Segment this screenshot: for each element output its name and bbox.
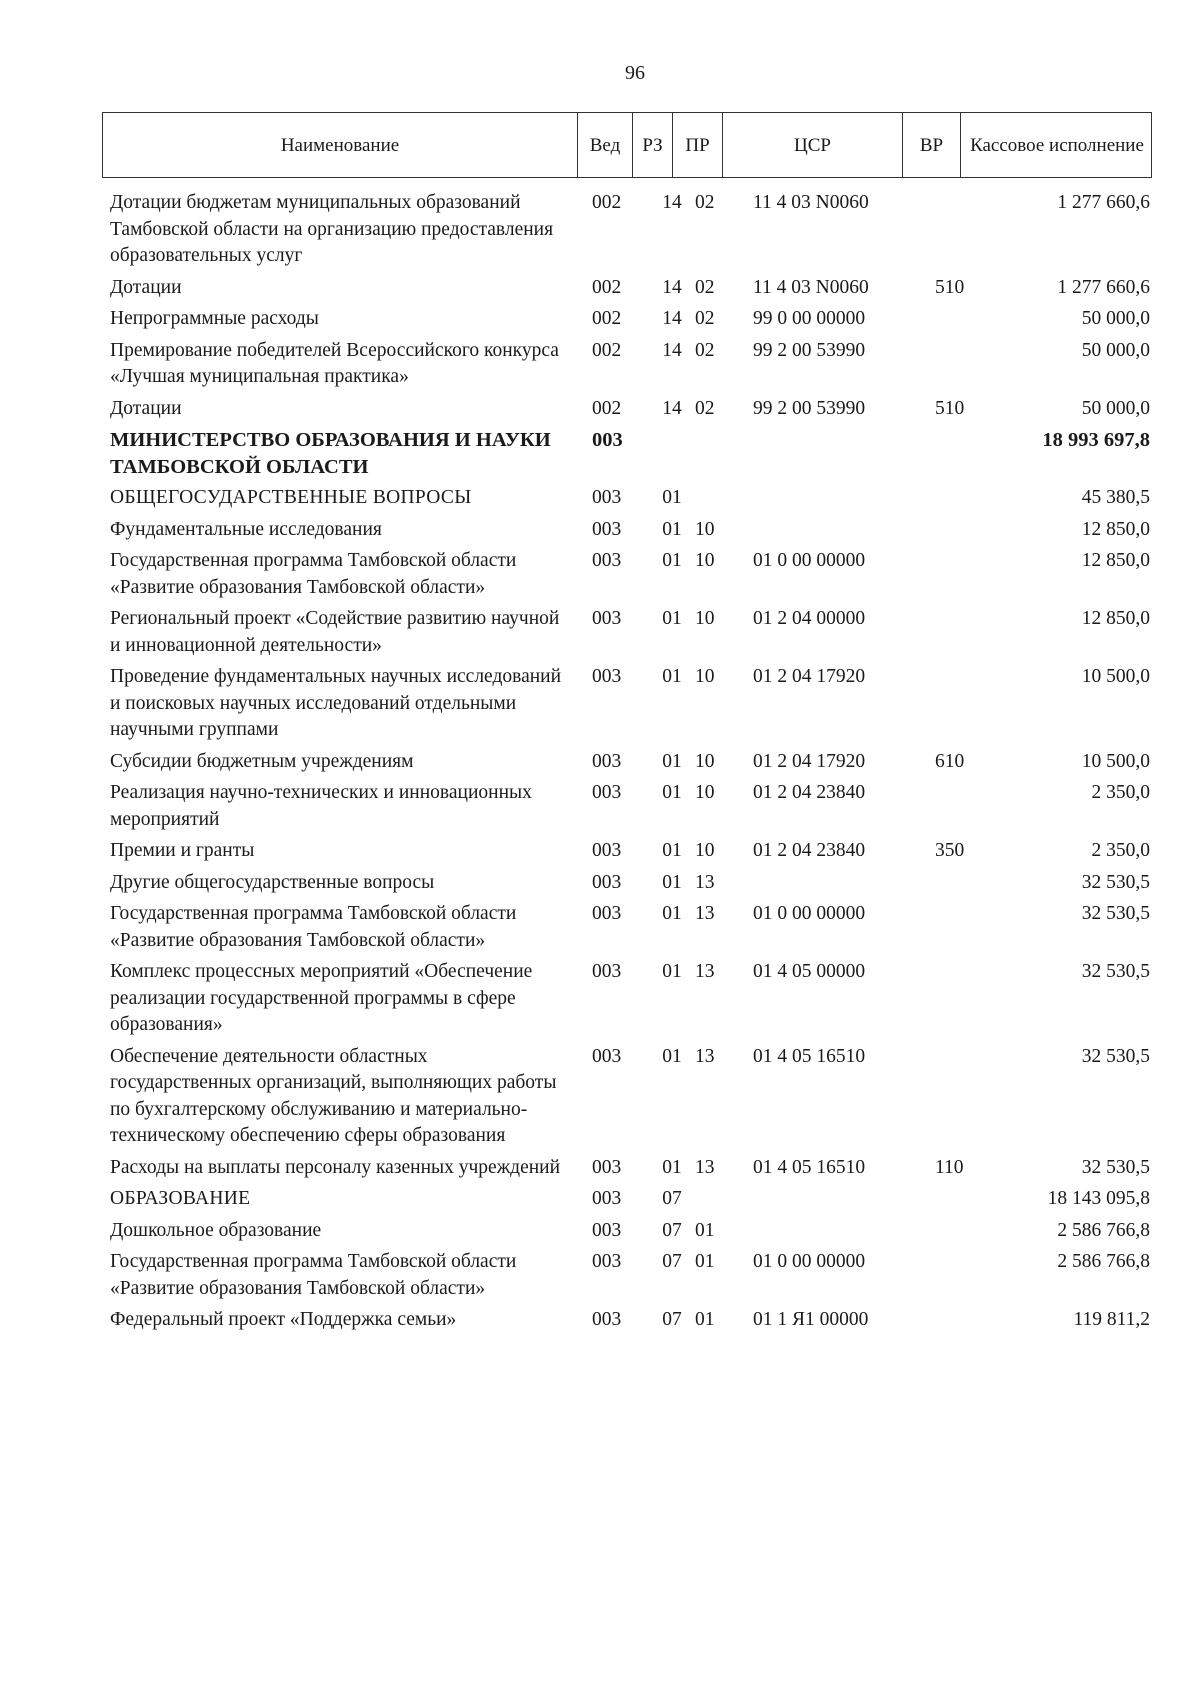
cell-pr: 10 bbox=[695, 782, 715, 803]
header-pr: ПР bbox=[673, 113, 723, 177]
cell-pr: 10 bbox=[695, 608, 715, 629]
cell-ved: 003 bbox=[592, 750, 622, 772]
table-row bbox=[110, 517, 1152, 544]
cell-ved: 003 bbox=[592, 1219, 622, 1241]
cell-vr bbox=[927, 338, 987, 391]
cell-sum: 50 000,0 bbox=[1081, 308, 1150, 329]
cell-vr bbox=[927, 664, 987, 744]
cell-rz: 01 bbox=[662, 961, 682, 982]
cell-pr: 02 bbox=[695, 397, 715, 419]
cell-vr bbox=[927, 780, 987, 833]
cell-sum: 50 000,0 bbox=[1081, 339, 1150, 361]
cell-vr bbox=[927, 901, 987, 954]
cell-rz: 07 bbox=[662, 1219, 682, 1241]
cell-sum: 32 530,5 bbox=[1081, 871, 1150, 893]
table-row bbox=[110, 338, 1152, 391]
cell-csr: 99 0 00 00000 bbox=[753, 308, 866, 329]
cell-sum: 12 850,0 bbox=[1081, 518, 1150, 540]
cell-ved: 003 bbox=[592, 871, 622, 893]
table-row bbox=[110, 306, 1152, 333]
cell-vr: 610 bbox=[935, 750, 965, 772]
cell-pr: 13 bbox=[695, 903, 715, 924]
cell-csr: 01 0 00 00000 bbox=[753, 550, 866, 571]
cell-csr: 01 4 05 00000 bbox=[753, 961, 866, 982]
header-vr: ВР bbox=[903, 113, 961, 177]
cell-ved: 002 bbox=[592, 276, 622, 298]
cell-sum: 119 811,2 bbox=[1073, 1309, 1150, 1330]
page-number: 96 bbox=[625, 62, 645, 84]
cell-name: Расходы на выплаты персоналу казенных учреждений bbox=[110, 1156, 561, 1178]
cell-ved: 003 bbox=[592, 961, 622, 982]
cell-pr: 13 bbox=[695, 961, 715, 982]
cell-sum: 45 380,5 bbox=[1081, 487, 1150, 508]
cell-pr: 01 bbox=[695, 1251, 715, 1272]
table-row bbox=[110, 780, 1152, 833]
cell-csr: 01 2 04 00000 bbox=[753, 608, 866, 629]
cell-pr: 02 bbox=[695, 308, 715, 329]
cell-ved: 003 bbox=[592, 429, 623, 451]
cell-ved: 003 bbox=[592, 487, 622, 508]
table-row bbox=[110, 901, 1152, 954]
cell-csr: 01 0 00 00000 bbox=[753, 1251, 866, 1272]
cell-csr: 11 4 03 N0060 bbox=[753, 276, 869, 298]
cell-vr bbox=[927, 1218, 987, 1245]
cell-csr: 01 1 Я1 00000 bbox=[753, 1309, 869, 1330]
cell-rz: 01 bbox=[662, 750, 682, 772]
cell-ved: 003 bbox=[592, 1156, 622, 1178]
table-row bbox=[110, 1218, 1152, 1245]
cell-vr bbox=[927, 427, 987, 480]
cell-ved: 003 bbox=[592, 1309, 622, 1330]
cell-name: Субсидии бюджетным учреждениям bbox=[110, 750, 414, 772]
cell-csr: 01 2 04 23840 bbox=[753, 840, 866, 861]
cell-pr: 10 bbox=[695, 518, 715, 540]
cell-sum: 2 350,0 bbox=[1091, 782, 1150, 803]
cell-rz: 01 bbox=[662, 840, 682, 861]
cell-pr: 02 bbox=[695, 339, 715, 361]
table-row bbox=[110, 1155, 1152, 1182]
cell-sum: 10 500,0 bbox=[1081, 666, 1150, 687]
cell-sum: 12 850,0 bbox=[1081, 550, 1150, 571]
cell-pr bbox=[687, 427, 735, 480]
cell-rz: 14 bbox=[662, 397, 682, 419]
cell-ved: 003 bbox=[592, 518, 622, 540]
header-name: Наименование bbox=[103, 113, 578, 177]
table-row bbox=[110, 548, 1152, 601]
cell-name: Непрограммные расходы bbox=[110, 308, 319, 329]
cell-ved: 002 bbox=[592, 308, 622, 329]
cell-vr bbox=[927, 1186, 987, 1213]
cell-sum: 1 277 660,6 bbox=[1057, 276, 1150, 298]
cell-csr bbox=[735, 870, 927, 897]
cell-ved: 003 bbox=[592, 903, 622, 924]
cell-name: Дотации bbox=[110, 397, 182, 419]
cell-name: Государственная программа Тамбовской области «Развитие образования Тамбовской области» bbox=[110, 903, 517, 951]
cell-pr: 02 bbox=[695, 192, 715, 213]
cell-ved: 002 bbox=[592, 192, 622, 213]
cell-ved: 003 bbox=[592, 1045, 622, 1067]
cell-rz: 14 bbox=[662, 192, 682, 213]
cell-csr: 01 2 04 17920 bbox=[753, 666, 866, 687]
cell-rz: 01 bbox=[662, 1156, 682, 1178]
table-row bbox=[110, 870, 1152, 897]
cell-sum: 2 586 766,8 bbox=[1057, 1219, 1150, 1241]
cell-vr bbox=[927, 548, 987, 601]
cell-vr bbox=[927, 190, 987, 270]
table-row bbox=[110, 1186, 1152, 1213]
cell-sum: 2 350,0 bbox=[1091, 840, 1150, 861]
cell-name: Реализация научно-технических и инновационных мероприятий bbox=[110, 782, 532, 830]
table-row bbox=[110, 664, 1152, 744]
cell-name: Государственная программа Тамбовской области «Развитие образования Тамбовской области» bbox=[110, 550, 517, 598]
table-body bbox=[110, 190, 1152, 1339]
cell-pr: 10 bbox=[695, 750, 715, 772]
table-header bbox=[102, 112, 1152, 178]
cell-rz: 01 bbox=[662, 550, 682, 571]
cell-pr bbox=[687, 1186, 735, 1213]
cell-name: Премирование победителей Всероссийского конкурса «Лучшая муниципальная практика» bbox=[110, 339, 559, 387]
cell-csr: 11 4 03 N0060 bbox=[753, 192, 869, 213]
cell-name: МИНИСТЕРСТВО ОБРАЗОВАНИЯ И НАУКИ ТАМБОВСКОЙ ОБЛАСТИ bbox=[110, 429, 551, 478]
cell-rz: 01 bbox=[662, 487, 682, 508]
cell-rz: 14 bbox=[662, 308, 682, 329]
cell-name: Дотации бюджетам муниципальных образований Тамбовской области на организацию предоставления образовательных услуг bbox=[110, 192, 554, 266]
cell-rz: 01 bbox=[662, 1045, 682, 1067]
cell-name: Федеральный проект «Поддержка семьи» bbox=[110, 1309, 457, 1330]
cell-pr: 10 bbox=[695, 550, 715, 571]
cell-csr: 99 2 00 53990 bbox=[753, 397, 866, 419]
cell-pr: 13 bbox=[695, 871, 715, 893]
cell-vr bbox=[927, 606, 987, 659]
table-row bbox=[110, 485, 1152, 512]
cell-sum: 32 530,5 bbox=[1081, 1045, 1150, 1067]
cell-csr bbox=[735, 1186, 927, 1213]
cell-rz: 01 bbox=[662, 518, 682, 540]
cell-ved: 003 bbox=[592, 608, 622, 629]
cell-pr: 13 bbox=[695, 1156, 715, 1178]
cell-sum: 10 500,0 bbox=[1081, 750, 1150, 772]
cell-name: Региональный проект «Содействие развитию научной и инновационной деятельности» bbox=[110, 608, 560, 656]
cell-vr: 510 bbox=[935, 397, 965, 419]
cell-vr: 110 bbox=[935, 1156, 964, 1178]
cell-vr bbox=[927, 306, 987, 333]
cell-name: Премии и гранты bbox=[110, 840, 255, 861]
table-row bbox=[110, 606, 1152, 659]
cell-csr: 01 2 04 23840 bbox=[753, 782, 866, 803]
cell-ved: 003 bbox=[592, 840, 622, 861]
cell-name: Государственная программа Тамбовской области «Развитие образования Тамбовской области» bbox=[110, 1251, 517, 1299]
cell-name: Другие общегосударственные вопросы bbox=[110, 871, 435, 893]
cell-name: Проведение фундаментальных научных исследований и поисковых научных исследований отдельными научными группами bbox=[110, 666, 562, 740]
cell-csr bbox=[735, 485, 927, 512]
cell-name: ОБЩЕГОСУДАРСТВЕННЫЕ ВОПРОСЫ bbox=[110, 487, 472, 508]
cell-ved: 003 bbox=[592, 782, 622, 803]
table-row bbox=[110, 190, 1152, 270]
table-row bbox=[110, 959, 1152, 1039]
cell-ved: 003 bbox=[592, 1188, 622, 1209]
cell-rz: 07 bbox=[662, 1309, 682, 1330]
cell-vr bbox=[927, 485, 987, 512]
cell-sum: 18 993 697,8 bbox=[1042, 429, 1150, 451]
cell-rz: 07 bbox=[662, 1188, 682, 1209]
header-rz: РЗ bbox=[633, 113, 673, 177]
cell-rz bbox=[647, 427, 687, 480]
header-csr: ЦСР bbox=[723, 113, 903, 177]
table-row bbox=[110, 1249, 1152, 1302]
cell-pr: 13 bbox=[695, 1045, 715, 1067]
cell-csr: 01 4 05 16510 bbox=[753, 1156, 866, 1178]
table-row bbox=[110, 396, 1152, 423]
cell-sum: 18 143 095,8 bbox=[1047, 1188, 1150, 1209]
cell-pr: 10 bbox=[695, 840, 715, 861]
cell-rz: 14 bbox=[662, 276, 682, 298]
table-row bbox=[110, 1307, 1152, 1334]
cell-ved: 002 bbox=[592, 339, 622, 361]
table-row bbox=[110, 749, 1152, 776]
table-row bbox=[110, 427, 1152, 480]
cell-pr: 02 bbox=[695, 276, 715, 298]
cell-rz: 01 bbox=[662, 903, 682, 924]
cell-rz: 01 bbox=[662, 608, 682, 629]
table-row bbox=[110, 838, 1152, 865]
cell-rz: 01 bbox=[662, 871, 682, 893]
table-row bbox=[110, 1044, 1152, 1150]
cell-vr bbox=[927, 870, 987, 897]
cell-csr: 01 0 00 00000 bbox=[753, 903, 866, 924]
cell-name: Комплекс процессных мероприятий «Обеспечение реализации государственной программы в сфере образования» bbox=[110, 961, 533, 1035]
cell-ved: 003 bbox=[592, 1251, 622, 1272]
cell-csr bbox=[735, 517, 927, 544]
cell-name: Дотации bbox=[110, 276, 182, 298]
cell-sum: 2 586 766,8 bbox=[1057, 1251, 1150, 1272]
cell-csr bbox=[735, 427, 927, 480]
cell-sum: 1 277 660,6 bbox=[1057, 192, 1150, 213]
cell-sum: 32 530,5 bbox=[1081, 1156, 1150, 1178]
cell-name: Обеспечение деятельности областных государственных организаций, выполняющих работы по бухгалтерскому обслуживанию и материально-техническому обеспечению сферы образования bbox=[110, 1045, 557, 1146]
cell-sum: 32 530,5 bbox=[1081, 961, 1150, 982]
cell-name: ОБРАЗОВАНИЕ bbox=[110, 1188, 251, 1209]
header-sum: Кассовое исполнение bbox=[970, 134, 1144, 156]
cell-vr: 510 bbox=[935, 276, 965, 298]
cell-vr bbox=[927, 959, 987, 1039]
cell-csr: 01 4 05 16510 bbox=[753, 1045, 866, 1067]
table-row bbox=[110, 275, 1152, 302]
cell-rz: 01 bbox=[662, 782, 682, 803]
cell-name: Фундаментальные исследования bbox=[110, 518, 382, 540]
cell-rz: 14 bbox=[662, 339, 682, 361]
cell-vr bbox=[927, 1044, 987, 1150]
cell-csr: 99 2 00 53990 bbox=[753, 339, 866, 361]
cell-vr bbox=[927, 1307, 987, 1334]
cell-sum: 32 530,5 bbox=[1081, 903, 1150, 924]
cell-vr: 350 bbox=[935, 840, 965, 861]
cell-pr: 01 bbox=[695, 1309, 715, 1330]
cell-csr bbox=[735, 1218, 927, 1245]
cell-pr: 01 bbox=[695, 1219, 715, 1241]
cell-ved: 003 bbox=[592, 550, 622, 571]
cell-rz: 01 bbox=[662, 666, 682, 687]
cell-pr: 10 bbox=[695, 666, 715, 687]
header-ved: Вед bbox=[578, 113, 633, 177]
cell-pr bbox=[687, 485, 735, 512]
cell-csr: 01 2 04 17920 bbox=[753, 750, 866, 772]
cell-sum: 12 850,0 bbox=[1081, 608, 1150, 629]
cell-sum: 50 000,0 bbox=[1081, 397, 1150, 419]
cell-ved: 002 bbox=[592, 397, 622, 419]
cell-vr bbox=[927, 517, 987, 544]
cell-rz: 07 bbox=[662, 1251, 682, 1272]
cell-vr bbox=[927, 1249, 987, 1302]
cell-ved: 003 bbox=[592, 666, 622, 687]
cell-name: Дошкольное образование bbox=[110, 1219, 322, 1241]
